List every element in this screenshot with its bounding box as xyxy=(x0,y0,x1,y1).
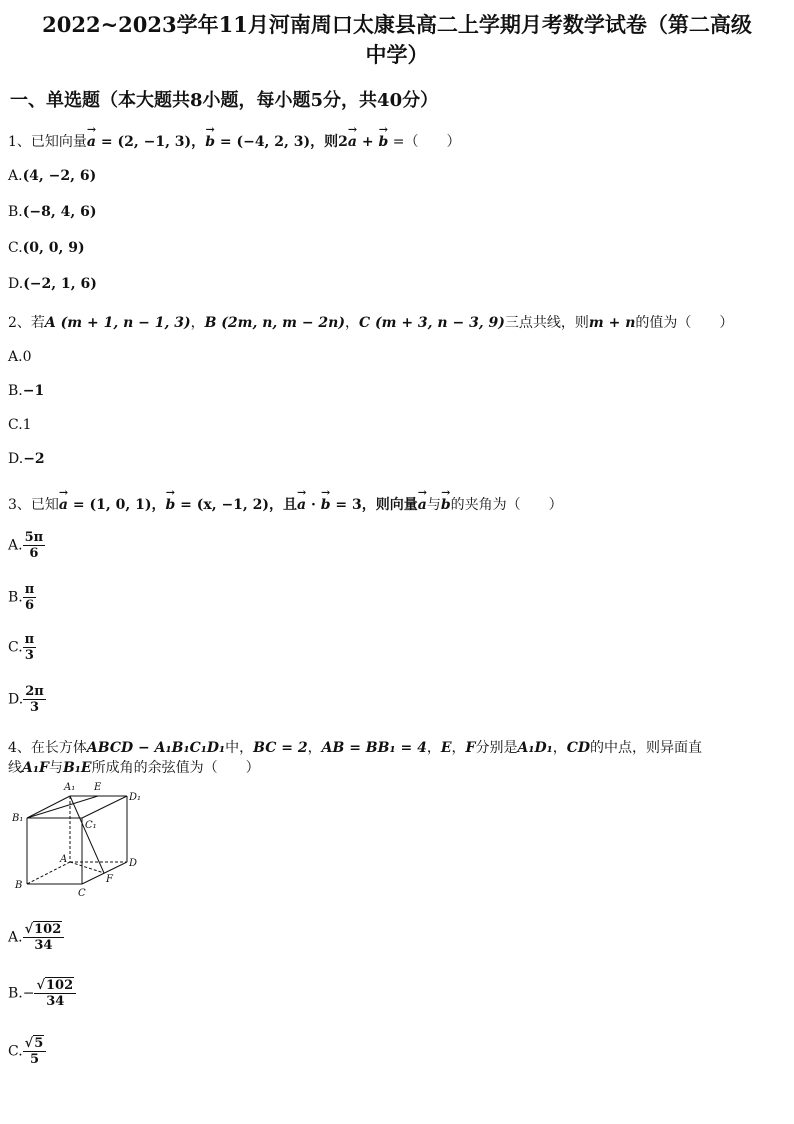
q4-option-a: A. $\frac{√102}{34}$ xyxy=(8,922,64,953)
question-2-stem: 2、若A (m + 1, n − 1, 3)，B (2m, n, m − 2n)，C (m + 3, n − 3, 9)三点共线，则m + n的值为（ ） xyxy=(8,315,734,331)
question-1-stem: 1、已知向量→ a = (2, −1, 3)，→ b = (−4, 2, 3)，则2→ a + → b =（ ） xyxy=(8,131,460,151)
q2-option-c: C.1 xyxy=(8,417,32,433)
q3-option-a: A. $\frac{5\pi}{6}$ xyxy=(8,530,44,561)
label-D: D xyxy=(129,858,138,869)
q1-option-b: B.(−8, 4, 6) xyxy=(8,204,97,220)
q2-option-a: A.0 xyxy=(8,349,32,365)
vector-b: → b xyxy=(205,134,215,150)
label-A: A xyxy=(60,854,68,865)
q1-option-d: D.(−2, 1, 6) xyxy=(8,276,97,292)
label-D1: D₁ xyxy=(129,792,142,803)
q4-option-b: B.− $\frac{√102}{34}$ xyxy=(8,978,76,1009)
q4-option-c: C. $\frac{√5}{5}$ xyxy=(8,1036,46,1067)
section-heading: 一、单选题（本大题共8小题，每小题5分，共40分） xyxy=(10,90,439,111)
q1-option-c: C.(0, 0, 9) xyxy=(8,240,85,256)
q3-option-d: D. $\frac{2\pi}{3}$ xyxy=(8,684,44,715)
question-4-stem-line-2: 线A₁F与B₁E所成角的余弦值为（ ） xyxy=(8,760,260,776)
cuboid-figure xyxy=(12,778,142,898)
exam-title xyxy=(0,10,794,70)
q3-option-c: C. $\frac{\pi}{3}$ xyxy=(8,632,35,663)
vector-a: → a xyxy=(87,134,96,150)
title-line-1: 2022~2023学年11月河南周口太康县高二上学期月考数学试卷（第二高级 xyxy=(42,12,752,37)
q2-option-b: B.−1 xyxy=(8,383,45,399)
label-A1: A₁ xyxy=(64,782,76,793)
label-F: F xyxy=(106,874,113,885)
vector-a: → a xyxy=(348,134,357,150)
q1-option-a: A.(4, −2, 6) xyxy=(8,168,97,184)
label-C1: C₁ xyxy=(85,820,97,831)
label-B1: B₁ xyxy=(12,813,24,824)
title-line-2: 中学） xyxy=(365,42,429,67)
label-E: E xyxy=(94,782,102,793)
vector-b: → b xyxy=(378,134,388,150)
question-3-stem: 3、已知→ a = (1, 0, 1)，→ b = (x, −1, 2)，且→ a · → b = 3，则向量→ a与→ b的夹角为（ ） xyxy=(8,494,563,514)
label-B: B xyxy=(15,880,23,891)
question-4-stem-line-1: 4、在长方体ABCD − A₁B₁C₁D₁中，BC = 2，AB = BB₁ = 4，E，F分别是A₁D₁，CD的中点，则异面直 xyxy=(8,740,703,756)
label-C: C xyxy=(78,888,86,898)
q2-option-d: D.−2 xyxy=(8,451,45,467)
q3-option-b: B. $\frac{\pi}{6}$ xyxy=(8,582,35,613)
